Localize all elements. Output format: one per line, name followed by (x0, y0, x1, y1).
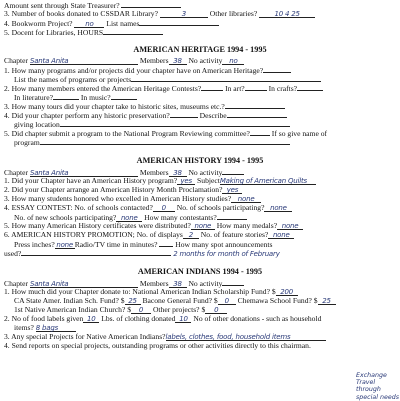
question-text: used? (4, 249, 22, 258)
medals-label: How many medals? (216, 221, 278, 230)
blank (227, 110, 287, 118)
crafts-label: In crafts? (268, 84, 298, 93)
answer: yes (222, 186, 242, 194)
question-text: 2. How many members entered the American Heritage Contests? (4, 84, 202, 93)
blank (139, 18, 219, 26)
feature-stories-label: No. of feature stories? (200, 230, 269, 239)
question-text: 4. Send reports on special projects, outstanding programs or other activities directly to this chairman. (4, 341, 311, 350)
question-text: items? (14, 323, 34, 332)
answer: 25 (125, 297, 141, 305)
answer: 2 months for month of February (173, 250, 280, 258)
answer: yes (177, 177, 195, 185)
question-text: 4. ESSAY CONTEST: No. of schools contacted? (4, 203, 153, 212)
blank (201, 83, 223, 91)
describe-label: Describe (199, 111, 227, 120)
subject-label: Subject (197, 176, 220, 185)
history-q6c (4, 248, 394, 259)
other-libraries-question: Other libraries? (207, 9, 260, 18)
question-text: giving location (14, 120, 60, 129)
answer: none (264, 204, 292, 212)
answer: 0 (218, 297, 236, 305)
question-text: 1. How many programs and/or projects did your chapter have on American Heritage? (4, 66, 264, 75)
blank (103, 27, 163, 35)
blank (217, 212, 247, 220)
indians-q1 (4, 287, 394, 296)
subject-answer: Making of American Quilts (220, 177, 316, 185)
music-label: In music? (80, 93, 111, 102)
no-activity-label: No activity (188, 56, 223, 65)
other-projects-label: Other projects? $ (152, 305, 206, 314)
answer: 8 bags (36, 324, 76, 332)
chapter-label: Chapter (4, 168, 29, 177)
answer: none (56, 241, 74, 249)
bacone-fund-label: Bacone General Fund? $ (142, 296, 218, 305)
members-answer: 38 (169, 57, 187, 65)
question-text: 3. Any special Projects for Native American Indians? (4, 332, 166, 341)
answer: 10 (83, 315, 99, 323)
members-answer: 38 (169, 169, 187, 177)
top-line-4 (4, 27, 394, 37)
top-line-2 (4, 9, 394, 18)
bookworm-question: 4. Bookworm Project? (4, 19, 75, 28)
indians-heading: AMERICAN INDIANS 1994 - 1995 (137, 267, 263, 276)
answer: none (116, 214, 142, 222)
chapter-answer: Santa Anita (30, 280, 138, 288)
bookworm-answer: no (74, 20, 104, 28)
blank (40, 137, 290, 145)
answer: 2 (183, 231, 199, 239)
question-text: 1. Did your Chapter have an American History program? (4, 176, 178, 185)
blank (21, 248, 171, 256)
answer: 200 (276, 288, 298, 296)
blank (250, 128, 270, 136)
participating-label: No. of schools participating? (176, 203, 265, 212)
books-donated-question: 3. Number of books donated to CSSDAR Library? (4, 9, 160, 18)
history-q3 (4, 194, 394, 203)
question-text: No. of new schools participating? (14, 213, 117, 222)
blank (131, 74, 321, 82)
blank (222, 278, 244, 286)
answer: 10 (175, 315, 191, 323)
blank (170, 110, 198, 118)
answer: labels, clothes, food, household items (166, 333, 326, 341)
blank (225, 101, 285, 109)
answer: 0 (153, 204, 175, 212)
history-q5 (4, 221, 394, 230)
answer: none (268, 231, 294, 239)
answer: 25 (318, 297, 336, 305)
radio-tv-label: Radio/TV time in minutes? (74, 240, 158, 249)
question-text: 5. How many American History certificates were distributed? (4, 221, 191, 230)
blank (121, 0, 181, 8)
other-donations-label: No of other donations - such as household (193, 314, 322, 323)
history-q1 (4, 176, 394, 185)
art-label: In art? (225, 84, 245, 93)
history-q6 (4, 230, 394, 239)
literature-label: In literature? (14, 93, 53, 102)
heritage-chapter-line (4, 56, 394, 65)
history-q4 (4, 203, 394, 212)
members-label: Members (139, 56, 169, 65)
question-text: 3. How many tours did your chapter take to historic sites, museums etc.? (4, 102, 225, 111)
answer: 0 (131, 306, 151, 314)
question-text: 2. No of food labels given (4, 314, 84, 323)
indians-q2 (4, 314, 394, 323)
books-donated-answer: 3 (160, 10, 208, 18)
answer: none (277, 222, 303, 230)
other-libraries-answer: 10 4 25 (259, 10, 315, 18)
clothing-label: Lbs. of clothing donated (101, 314, 176, 323)
blank (159, 239, 173, 247)
history-heading: AMERICAN HISTORY 1994 - 1995 (136, 156, 264, 165)
blank (53, 92, 79, 100)
indian-church-label: 1st Native American Indian Church? $ (14, 305, 132, 314)
question-text: 2. Did your Chapter arrange an American History Month Proclamation? (4, 185, 223, 194)
blank (60, 119, 290, 127)
chapter-label: Chapter (4, 279, 29, 288)
chapter-label: Chapter (4, 56, 29, 65)
indians-q1c (14, 305, 400, 314)
blank (245, 83, 267, 91)
list-names-label: List names (104, 19, 140, 28)
indians-q3 (4, 332, 394, 341)
question-text: 5. Did chapter submit a program to the National Program Reviewing committee? (4, 129, 250, 138)
members-label: Members (139, 168, 169, 177)
indians-q1b (14, 296, 400, 305)
question-text: List the names of programs or projects (14, 75, 132, 84)
if-so-label: If so give name of (271, 129, 328, 138)
blank (222, 167, 244, 175)
heritage-q5b (14, 137, 400, 147)
answer: none (231, 195, 261, 203)
indians-q2b (14, 323, 400, 332)
heritage-heading: AMERICAN HERITAGE 1994 - 1995 (133, 45, 267, 54)
answer: 0 (205, 306, 227, 314)
question-text: program (14, 138, 40, 147)
blank (297, 83, 323, 91)
members-label: Members (139, 279, 169, 288)
no-activity-label: No activity (188, 279, 223, 288)
ca-fund-label: CA State Amer. Indian Sch. Fund? $ (14, 296, 125, 305)
no-activity-label: No activity (188, 168, 223, 177)
question-text: 4. Did your chapter perform any historic preservation? (4, 111, 170, 120)
chapter-answer: Santa Anita (30, 57, 138, 65)
history-q2 (4, 185, 394, 194)
question-text: 1. How much did your Chapter donate to: National American Indian Scholarship Fund? $ (4, 287, 276, 296)
members-answer: 38 (169, 280, 187, 288)
blank (263, 65, 291, 73)
contestants-label: How many contestants? (144, 213, 217, 222)
chapter-answer: Santa Anita (30, 169, 138, 177)
indians-q4 (4, 341, 394, 350)
docent-question: 5. Docent for Libraries, HOURS (4, 28, 104, 37)
chemawa-fund-label: Chemawa School Fund? $ (237, 296, 318, 305)
question-text: 6. AMERICAN HISTORY PROMOTION; No. of displays (4, 230, 183, 239)
question-text: 3. How many students honored who excelled in American History studies? (4, 194, 232, 203)
question-text: Press inches? (14, 240, 55, 249)
no-activity-answer: no (222, 57, 244, 65)
spot-announcements-label: How many spot announcements (175, 240, 273, 249)
blank (111, 92, 137, 100)
answer: none (191, 222, 215, 230)
margin-handwritten-note: Exchange Travel through special needs (356, 372, 399, 401)
state-treasurer-question: Amount sent through State Treasurer? (4, 1, 122, 10)
